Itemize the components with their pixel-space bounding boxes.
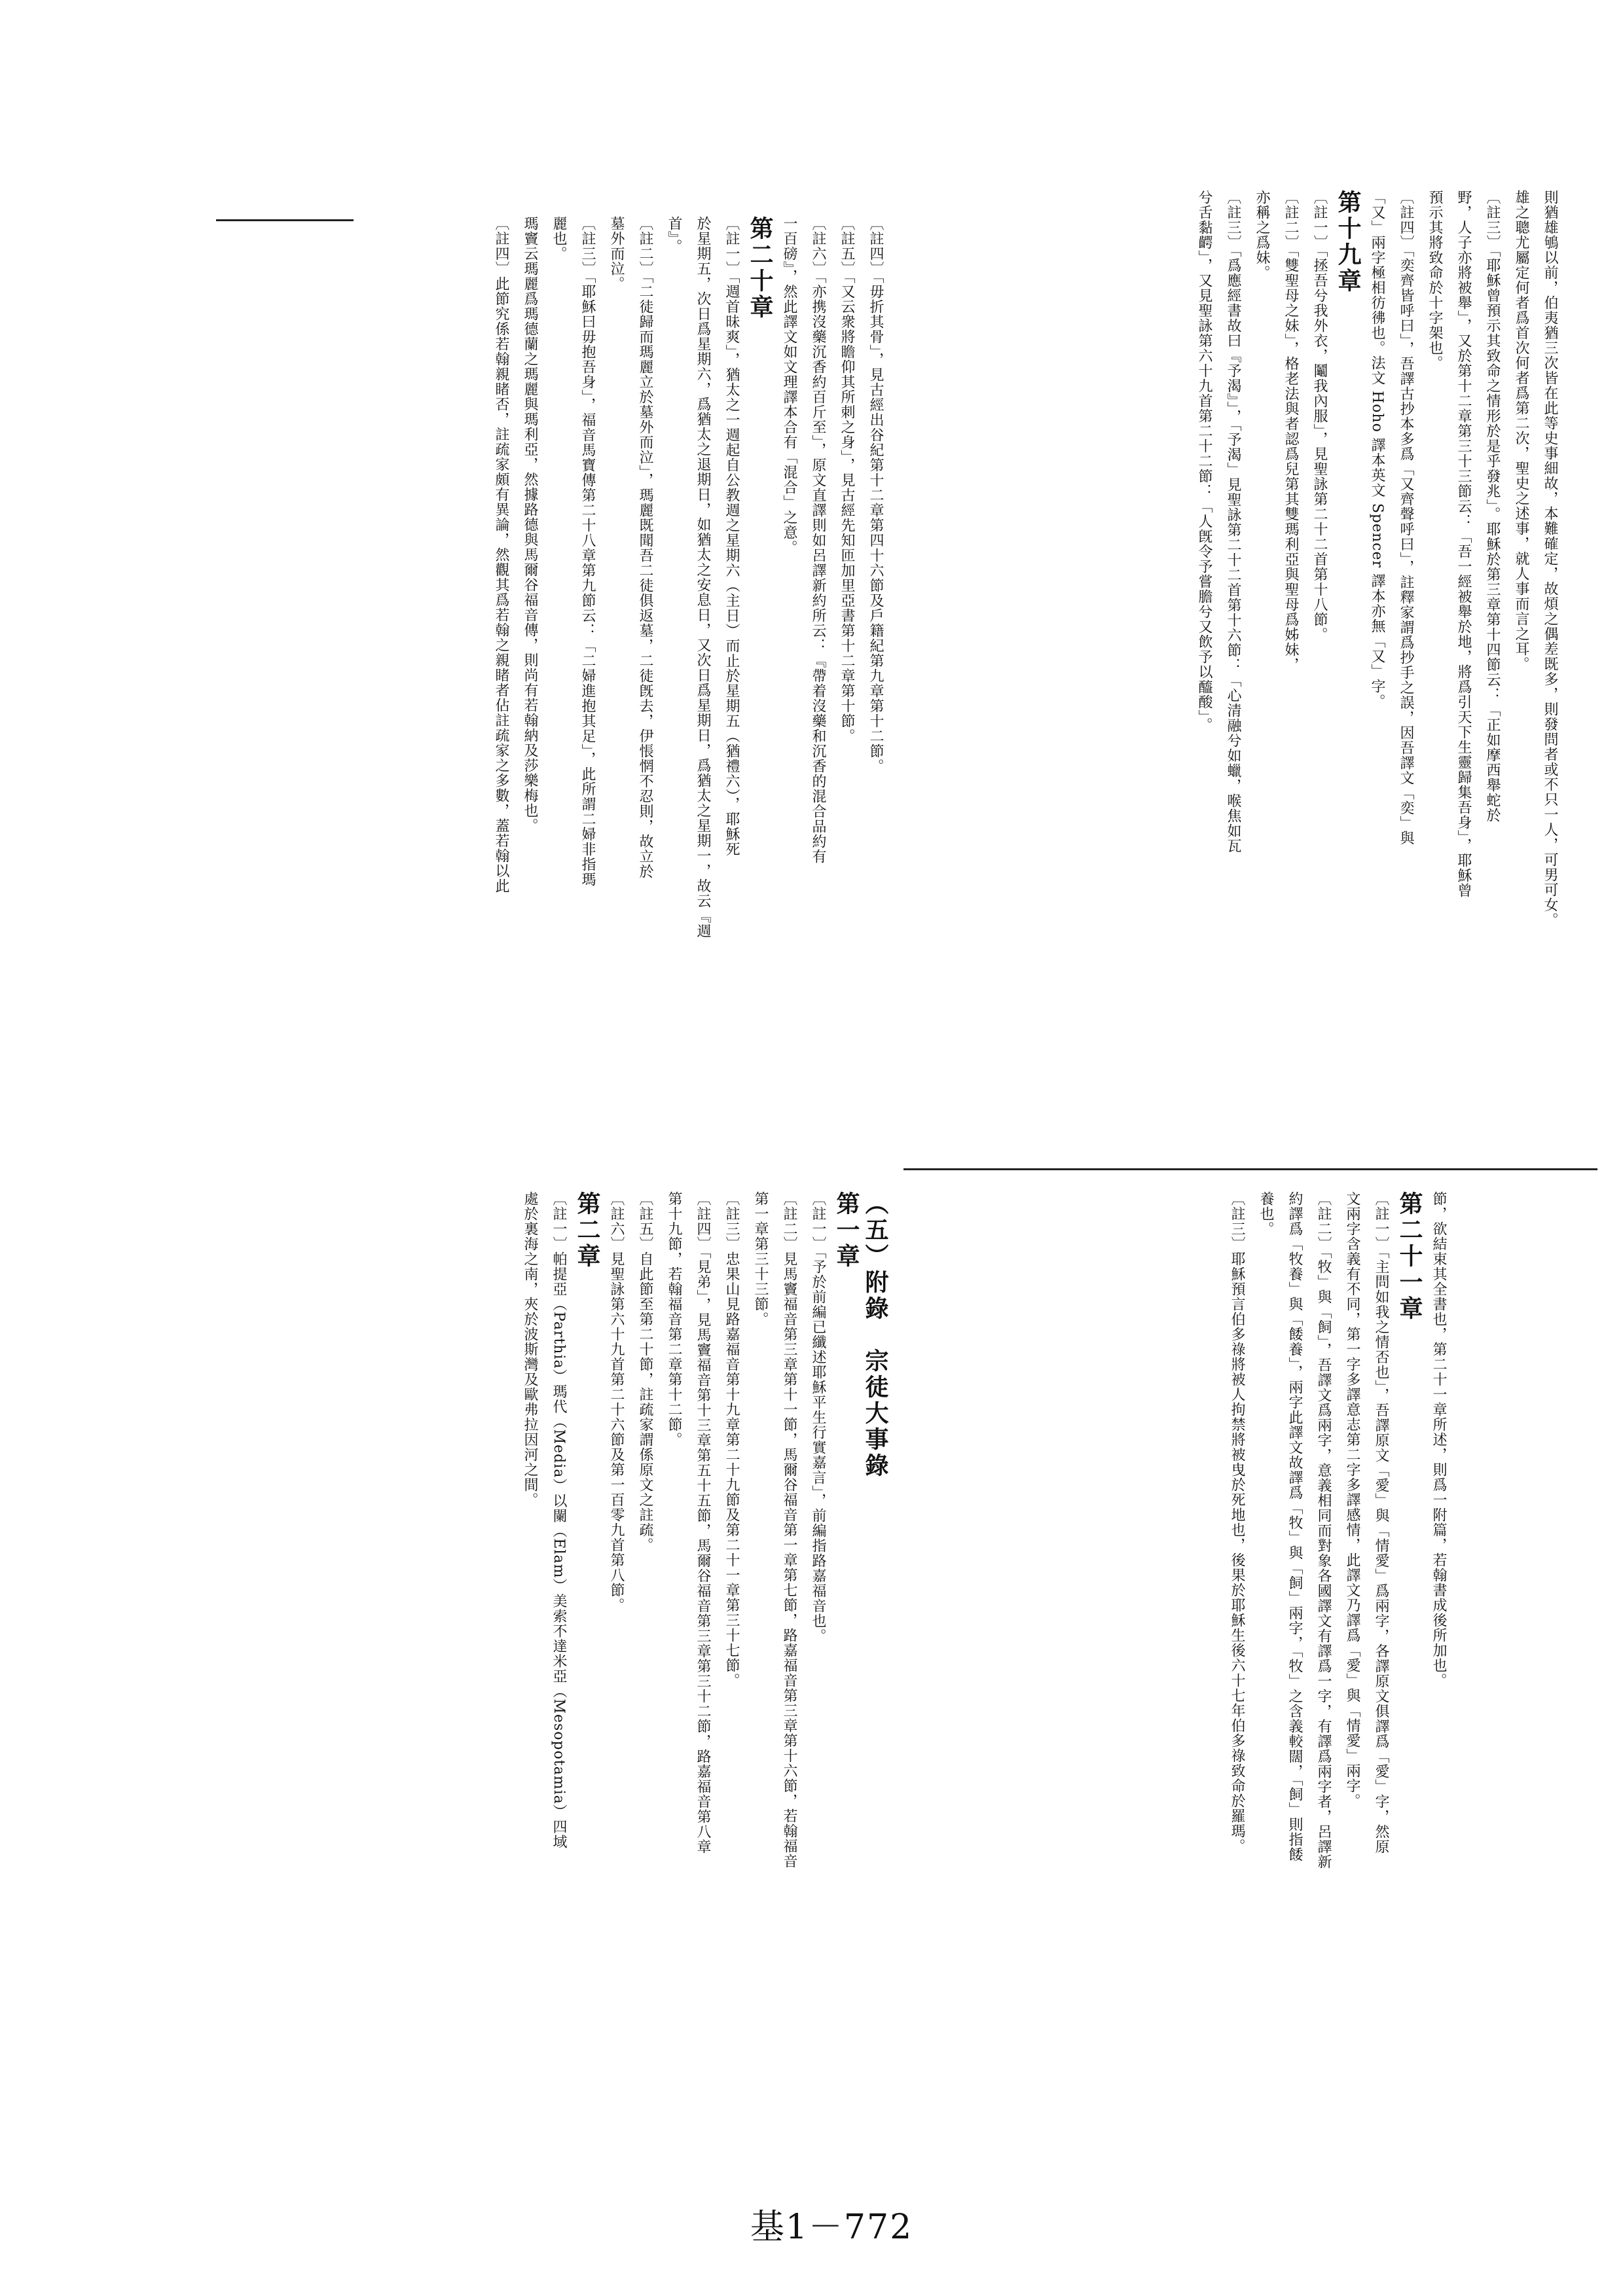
text-column: 〔註三〕忠果山見路嘉福音第十九章第二十九節及第二十一章第三十七節。 — [723, 1191, 740, 1688]
chapter-heading: 第一章 — [833, 1191, 860, 1270]
text-column: 〔註一〕「主問如我之情否也」，吾譯原文「愛」與「情愛」爲兩字，各譯原文俱譯爲「愛」字，然原 — [1373, 1191, 1389, 1854]
text-column: 〔註二〕「雙聖母之妹」，格老法與者認爲兒第其雙瑪利亞與聖母爲姊妹， — [1283, 190, 1299, 672]
text-column: 〔註三〕耶穌預言伯多祿將被人拘禁將被曳於死地也，後果於耶穌生後六十七年伯多祿致命於羅瑪。 — [1229, 1191, 1245, 1854]
text-column: 雄之聰尤屬定何者爲首次何者爲第二次，聖史之述事，就人事而言之耳。 — [1513, 190, 1529, 672]
text-column: 〔註二〕見馬竇福音第三章第十一節，馬爾谷福音第一章第七節，路嘉福音第三章第十六節，若翰福音 — [781, 1191, 797, 1869]
chapter-heading: 第二章 — [574, 1191, 601, 1270]
text-column: 〔註二〕「牧」與「飼」，吾譯文爲兩字，意義相同而對象各國譯文有譯爲一字，有譯爲兩字者，呂譯新 — [1315, 1191, 1332, 1869]
top-left-text-block — [215, 216, 890, 1119]
text-column: 墓外而泣。 — [608, 216, 625, 291]
text-column: 處於裏海之南，夾於波斯灣及歐弗拉因河之間。 — [522, 1191, 538, 1507]
bottom-left-text-block — [215, 1191, 890, 2094]
text-column: 於星期五，次日爲星期六，爲猶太之退期日，如猶太之安息日，又次日爲星期日，爲猶太之星期一，故云『週 — [695, 216, 711, 939]
text-column: 〔註三〕「耶穌曾預示其致命之情形於是乎發兆」。耶穌於第三章第十四節云：「正如摩西舉蛇於 — [1484, 190, 1501, 823]
text-column: 〔註六〕「亦携沒藥沉香約百斤至」，原文直譯則如呂譯新約所云：『帶着沒藥和沉香的混合品約有 — [810, 216, 826, 864]
text-column: 第十九節，若翰福音第二章第十二節。 — [666, 1191, 682, 1447]
text-column: 文兩字含義有不同，第一字多譯意志第二字多譯感情，此譯文乃譯爲「愛」與「情愛」兩字。 — [1344, 1191, 1360, 1808]
text-column: 〔註六〕見聖詠第六十九首第二十六節及第一百零九首第八節。 — [608, 1191, 625, 1613]
text-column: 瑪竇云瑪麗爲瑪德蘭之瑪麗與瑪利亞，然據路德與馬爾谷福音傳，則尚有若翰納及莎樂梅也。 — [522, 216, 538, 833]
text-column: 〔註四〕「見弟」，見馬竇福音第十三章第五十五節，馬爾谷福音第三章第三十二節，路嘉福音第八章 — [695, 1191, 711, 1854]
page-number: 基1－772 — [750, 2208, 913, 2247]
text-column: 〔註一〕「拯吾兮我外衣，鬮我內服」，見聖詠第二十二首第十八節。 — [1311, 190, 1328, 642]
text-column: 預示其將致命於十字架也。 — [1427, 190, 1443, 370]
text-column: 野，人子亦將被舉」，又於第十二章第三十三節云：「吾一經被舉於地，將爲引天下生靈歸集吾身」，耶穌曾 — [1455, 190, 1472, 898]
text-column: 〔註一〕帕提亞（Parthia）瑪代（Media）以闌（Elam）美索不達米亞（Mesopotamia）四域 — [551, 1191, 567, 1850]
text-column: 首』。 — [666, 216, 682, 254]
text-column: 節，欲結束其全書也，第二十一章所述，則爲一附篇，若翰書成後所加也。 — [1431, 1191, 1447, 1688]
text-column: 「又」兩字極相彷彿也。法文 Hoho 譯本英文 Spencer 譯本亦無「又」字。 — [1369, 190, 1385, 709]
top-right-text-block — [890, 190, 1564, 1093]
chapter-heading: 第二十章 — [746, 216, 774, 321]
text-column: 則猶雄鴝以前，伯夷猶三次皆在此等史事細故，本難確定，故煩之偶差既多，則發問者或不只一人，可男可女。 — [1542, 190, 1558, 927]
text-column: 〔註三〕「耶穌曰毋抱吾身」，福音馬寶傳第二十八章第九節云：「二婦進抱其足」，此所謂二婦非指瑪 — [579, 216, 596, 887]
text-column: 麗也。 — [551, 216, 567, 261]
text-column: 〔註五〕「又云衆將瞻仰其所刺之身」，見古經先知匝加里亞書第十二章第十節。 — [839, 216, 855, 744]
text-column: 〔註四〕此節究係若翰親睹否，註疏家頗有異論，然觀其爲若翰之親睹者佔註疏家之多數，蓋若翰以此 — [493, 216, 509, 893]
text-column: 亦稱之爲妹。 — [1254, 190, 1270, 280]
text-column: 〔註五〕自此節至第二十節，註疏家謂係原文之註疏。 — [637, 1191, 653, 1552]
text-column: 〔註二〕「二徒歸而瑪麗立於墓外而泣」，瑪麗既聞吾二徒俱返墓，二徒旣去，伊悵惘不忍則，故立於 — [637, 216, 653, 879]
text-column: 〔註一〕「予於前編已纖述耶穌平生行實嘉言」，前編指路嘉福音也。 — [810, 1191, 826, 1643]
bottom-right-text-block — [916, 1191, 1453, 2094]
text-column: 兮舌黏齶」，又見聖詠第六十九首第二十二節：「人旣令予嘗膽兮又飲予以醯酸」。 — [1196, 190, 1213, 732]
text-column: 〔註四〕「奕齊皆呼曰」，吾譯古抄本多爲「又齊聲呼曰」，註釋家謂爲抄手之誤，因吾譯文「奕」與 — [1398, 190, 1414, 846]
text-column: 〔註一〕「週首昧爽」，猶太之一週起自公教週之星期六（主日）而止於星期五（猶禮六），耶穌死 — [723, 216, 740, 857]
text-column: 一百磅』，然此譯文如文理譯本合有「混合」之意。 — [781, 216, 797, 555]
text-column: 約譯爲「牧養」與「餧養」，兩字此譯文故譯爲「牧」與「飼」兩字，「牧」之含義較闊，「飼」則指餧 — [1286, 1191, 1303, 1862]
appendix-heading: （五）附錄 宗徒大事錄 — [862, 1191, 889, 1479]
middle-rule — [903, 1168, 1597, 1170]
text-column: 〔註三〕「爲應經書故曰『予渴』」，「予渴」見聖詠第二十二首第十六節：「心清融兮如蠟，喉焦如瓦 — [1225, 190, 1241, 853]
text-column: 養也。 — [1258, 1191, 1274, 1236]
chapter-heading: 第十九章 — [1334, 190, 1362, 295]
text-column: 〔註四〕「毋折其骨」，見古經出谷紀第十二章第四十六節及戶籍紀第九章第十二節。 — [867, 216, 884, 774]
chapter-heading: 第二十一章 — [1396, 1191, 1423, 1322]
text-column: 第一章第三十三節。 — [752, 1191, 769, 1327]
